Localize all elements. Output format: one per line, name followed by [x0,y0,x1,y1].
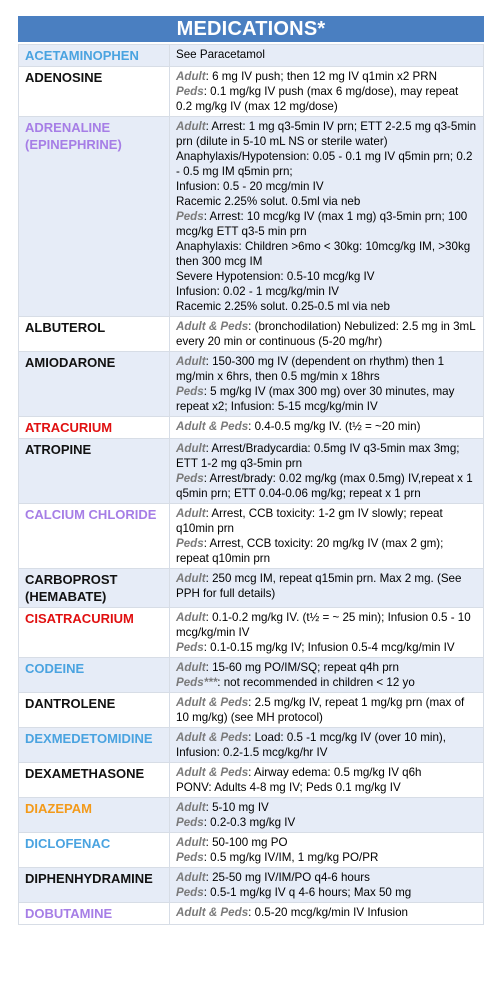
dosing-text: : Load: 0.5 -1 mcg/kg IV (over 10 min), Infusion: 0.2-1.5 mcg/kg/hr IV [176,731,446,759]
dosing-line [176,885,477,900]
dosing-line [176,319,477,349]
drug-name [19,117,170,317]
dosing-line [176,419,477,434]
dosing-text: : 0.5-20 mcg/kg/min IV Infusion [248,906,408,919]
drug-name-line: AMIODARONE [25,355,116,370]
dosing-info [170,439,484,504]
population-label: Peds [176,851,204,864]
population-label: Adult & Peds [176,906,249,919]
drug-row [19,439,484,504]
dosing-info [170,763,484,798]
population-label: Adult [176,836,206,849]
dosing-line [176,194,477,209]
drug-name [19,658,170,693]
drug-row [19,798,484,833]
dosing-text: : Arrest, CCB toxicity: 1-2 gm IV slowly; repeat q10min prn [176,507,443,535]
dosing-info [170,833,484,868]
dosing-text: : 0.1-0.15 mg/kg IV; Infusion 0.5-4 mcg/kg/min IV [203,641,455,654]
dosing-text: : 0.2-0.3 mg/kg IV [203,816,296,829]
dosing-text: : 5-10 mg IV [205,801,269,814]
drug-name [19,763,170,798]
drug-name-line: ADRENALINE [25,120,111,135]
population-label: Adult [176,507,206,520]
dosing-text: Racemic 2.25% solut. 0.25-0.5 ml via neb [176,300,390,313]
drug-row [19,352,484,417]
dosing-line [176,84,477,114]
population-label: Peds [176,385,204,398]
dosing-line [176,780,477,795]
drug-name-line: (EPINEPHRINE) [25,137,122,152]
dosing-line [176,299,477,314]
drug-name [19,439,170,504]
dosing-line [176,384,477,414]
drug-name-line: DEXAMETHASONE [25,766,145,781]
drug-name-line: ALBUTEROL [25,320,106,335]
medications-table [18,44,484,925]
dosing-line [176,765,477,780]
drug-name-line: CALCIUM CHLORIDE [25,507,157,522]
dosing-text: Anaphylaxis: Children >6mo < 30kg: 10mcg/kg IM, >30kg then 300 mcg IM [176,240,471,268]
drug-name-line: DOBUTAMINE [25,906,113,921]
drug-name-line: DANTROLENE [25,696,116,711]
drug-row [19,317,484,352]
drug-name [19,67,170,117]
dosing-line [176,905,477,920]
dosing-text: : 2.5 mg/kg IV, repeat 1 mg/kg prn (max of 10 mg/kg) (see MH protocol) [176,696,465,724]
drug-name-line: ATRACURIUM [25,420,113,435]
dosing-text: : 25-50 mg IV/IM/PO q4-6 hours [205,871,370,884]
dosing-text: Severe Hypotension: 0.5-10 mcg/kg IV [176,270,375,283]
drug-name [19,352,170,417]
dosing-line [176,239,477,269]
dosing-info [170,317,484,352]
drug-name [19,45,170,67]
population-label: Peds [176,816,204,829]
dosing-line [176,284,477,299]
population-label: Adult & Peds [176,766,249,779]
dosing-line [176,870,477,885]
drug-row [19,569,484,608]
drug-name-line: DIAZEPAM [25,801,92,816]
drug-name [19,833,170,868]
drug-row [19,67,484,117]
dosing-line [176,149,477,179]
dosing-text: : Arrest: 10 mcg/kg IV (max 1 mg) q3-5min prn; 100 mcg/kg ETT q3-5 min prn [176,210,468,238]
drug-row [19,693,484,728]
dosing-text: : Arrest/brady: 0.02 mg/kg (max 0.5mg) IV,repeat x 1 q5min prn; ETT 0.04-0.06 mg/kg; repeat x 1 prn [176,472,473,500]
dosing-line [176,835,477,850]
dosing-line [176,69,477,84]
dosing-line [176,850,477,865]
dosing-info [170,45,484,67]
population-label: Adult [176,572,206,585]
dosing-info [170,117,484,317]
medications-table-body [19,45,484,925]
dosing-info [170,504,484,569]
dosing-line [176,471,477,501]
drug-name [19,417,170,439]
dosing-text: : 50-100 mg PO [205,836,288,849]
dosing-text: : 0.1 mg/kg IV push (max 6 mg/dose), may repeat 0.2 mg/kg IV (max 12 mg/dose) [176,85,459,113]
drug-name-line: ADENOSINE [25,70,103,85]
dosing-info [170,352,484,417]
page-title: MEDICATIONS* [18,16,484,42]
dosing-text: : (bronchodilation) Nebulized: 2.5 mg in 3mL every 20 min or continuous (5-20 mg/hr) [176,320,476,348]
drug-row [19,608,484,658]
dosing-line [176,269,477,284]
drug-row [19,117,484,317]
dosing-info [170,417,484,439]
drug-name [19,868,170,903]
dosing-line [176,815,477,830]
drug-row [19,903,484,925]
dosing-line [176,695,477,725]
dosing-line [176,610,477,640]
drug-name-line: ACETAMINOPHEN [25,48,139,63]
drug-row [19,868,484,903]
population-label: Adult [176,661,206,674]
dosing-line [176,536,477,566]
drug-name [19,903,170,925]
dosing-text: : 6 mg IV push; then 12 mg IV q1min x2 PRN [205,70,437,83]
dosing-text: Anaphylaxis/Hypotension: 0.05 - 0.1 mg IV q5min prn; 0.2 - 0.5 mg IM q5min prn; [176,150,473,178]
drug-name-line: CODEINE [25,661,85,676]
dosing-text: : not recommended in children < 12 yo [217,676,415,689]
dosing-text: : 5 mg/kg IV (max 300 mg) over 30 minutes, may repeat x2; Infusion: 5-15 mcg/kg/min IV [176,385,455,413]
drug-name-line: DICLOFENAC [25,836,111,851]
dosing-info [170,608,484,658]
drug-name [19,504,170,569]
dosing-line [176,354,477,384]
drug-name [19,693,170,728]
dosing-line [176,441,477,471]
population-label: Peds [176,641,204,654]
dosing-info [170,658,484,693]
population-label: Adult & Peds [176,696,249,709]
population-label: Adult & Peds [176,731,249,744]
dosing-info [170,728,484,763]
population-label: Adult [176,611,206,624]
dosing-text: : Arrest, CCB toxicity: 20 mg/kg IV (max 2 gm); repeat q10min prn [176,537,444,565]
population-label: Adult & Peds [176,420,249,433]
population-label: Adult [176,120,206,133]
dosing-info [170,693,484,728]
dosing-line [176,675,477,690]
drug-name-line: (HEMABATE) [25,589,107,604]
dosing-text: : 150-300 mg IV (dependent on rhythm) then 1 mg/min x 6hrs, then 0.5 mg/min x 18hrs [176,355,445,383]
drug-name-line: CARBOPROST [25,572,118,587]
population-label: Peds [176,537,204,550]
population-label: Adult [176,871,206,884]
dosing-line [176,119,477,149]
dosing-text: : 250 mcg IM, repeat q15min prn. Max 2 mg. (See PPH for full details) [176,572,462,600]
dosing-line [176,660,477,675]
drug-row [19,728,484,763]
drug-row [19,417,484,439]
dosing-text: : 15-60 mg PO/IM/SQ; repeat q4h prn [205,661,399,674]
dosing-line [176,209,477,239]
population-label: Peds [176,886,204,899]
dosing-line [176,640,477,655]
dosing-text: : Arrest: 1 mg q3-5min IV prn; ETT 2-2.5 mg q3-5min prn (dilute in 5-10 mL NS or sterile water) [176,120,477,148]
dosing-info [170,798,484,833]
drug-name-line: CISATRACURIUM [25,611,134,626]
drug-row [19,45,484,67]
dosing-text: : Airway edema: 0.5 mg/kg IV q6h [248,766,422,779]
population-label: Peds [176,472,204,485]
dosing-text: : Arrest/Bradycardia: 0.5mg IV q3-5min max 3mg; ETT 1-2 mg q3-5min prn [176,442,460,470]
drug-row [19,658,484,693]
dosing-line [176,506,477,536]
dosing-info [170,569,484,608]
dosing-text: : 0.5-1 mg/kg IV q 4-6 hours; Max 50 mg [203,886,412,899]
population-label: Adult & Peds [176,320,249,333]
drug-name-line: DIPHENHYDRAMINE [25,871,153,886]
dosing-line [176,47,477,62]
population-label: Adult [176,442,206,455]
population-label: Peds*** [176,676,218,689]
drug-name [19,728,170,763]
population-label: Adult [176,355,206,368]
drug-name [19,317,170,352]
drug-name [19,608,170,658]
dosing-text: : 0.4-0.5 mg/kg IV. (t½ = ~20 min) [248,420,421,433]
drug-row [19,763,484,798]
dosing-text: Racemic 2.25% solut. 0.5ml via neb [176,195,361,208]
population-label: Peds [176,210,204,223]
drug-name [19,798,170,833]
dosing-info [170,903,484,925]
dosing-info [170,868,484,903]
population-label: Peds [176,85,204,98]
drug-name [19,569,170,608]
dosing-text: Infusion: 0.5 - 20 mcg/min IV [176,180,324,193]
drug-row [19,504,484,569]
population-label: Adult [176,70,206,83]
dosing-line [176,571,477,601]
drug-name-line: DEXMEDETOMIDINE [25,731,153,746]
dosing-text: See Paracetamol [176,48,265,61]
dosing-text: : 0.1-0.2 mg/kg IV. (t½ = ~ 25 min); Infusion 0.5 - 10 mcg/kg/min IV [176,611,471,639]
dosing-text: : 0.5 mg/kg IV/IM, 1 mg/kg PO/PR [203,851,379,864]
dosing-line [176,179,477,194]
dosing-info [170,67,484,117]
dosing-text: Infusion: 0.02 - 1 mcg/kg/min IV [176,285,340,298]
drug-name-line: ATROPINE [25,442,92,457]
dosing-line [176,800,477,815]
dosing-line [176,730,477,760]
dosing-text: PONV: Adults 4-8 mg IV; Peds 0.1 mg/kg IV [176,781,401,794]
drug-row [19,833,484,868]
population-label: Adult [176,801,206,814]
